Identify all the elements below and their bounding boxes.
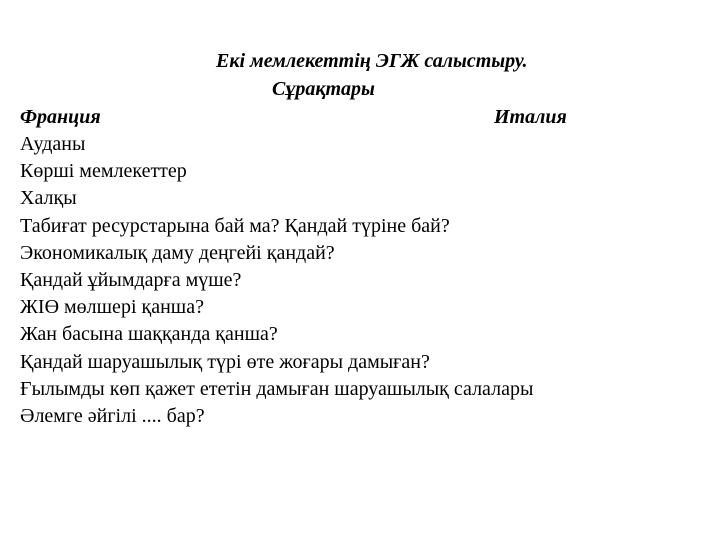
question-item: Жан басына шаққанда қанша? — [20, 323, 278, 346]
question-item: Табиғат ресурстарына бай ма? Қандай түріне бай? — [20, 214, 450, 237]
question-item: Көрші мемлекеттер — [20, 160, 187, 183]
question-item: Халқы — [20, 187, 77, 210]
slide-title: Екі мемлекеттің ЭГЖ салыстыру. — [216, 50, 528, 72]
question-item: Ауданы — [20, 133, 86, 155]
slide-subtitle: Сұрақтары — [272, 78, 375, 100]
question-item: Қандай ұйымдарға мүше? — [20, 268, 242, 291]
question-item: Экономикалық даму деңгейі қандай? — [20, 241, 335, 264]
column-header-france: Франция — [20, 106, 101, 128]
column-header-italy: Италия — [494, 106, 567, 128]
question-item: Қандай шаруашылық түрі өте жоғары дамыған? — [20, 350, 430, 373]
question-item: ЖІӨ мөлшері қанша? — [20, 296, 204, 319]
question-item: Ғылымды көп қажет ететін дамыған шаруашылық салалары — [20, 377, 534, 400]
question-list — [20, 131, 533, 430]
question-item: Әлемге әйгілі .... бар? — [20, 404, 205, 427]
